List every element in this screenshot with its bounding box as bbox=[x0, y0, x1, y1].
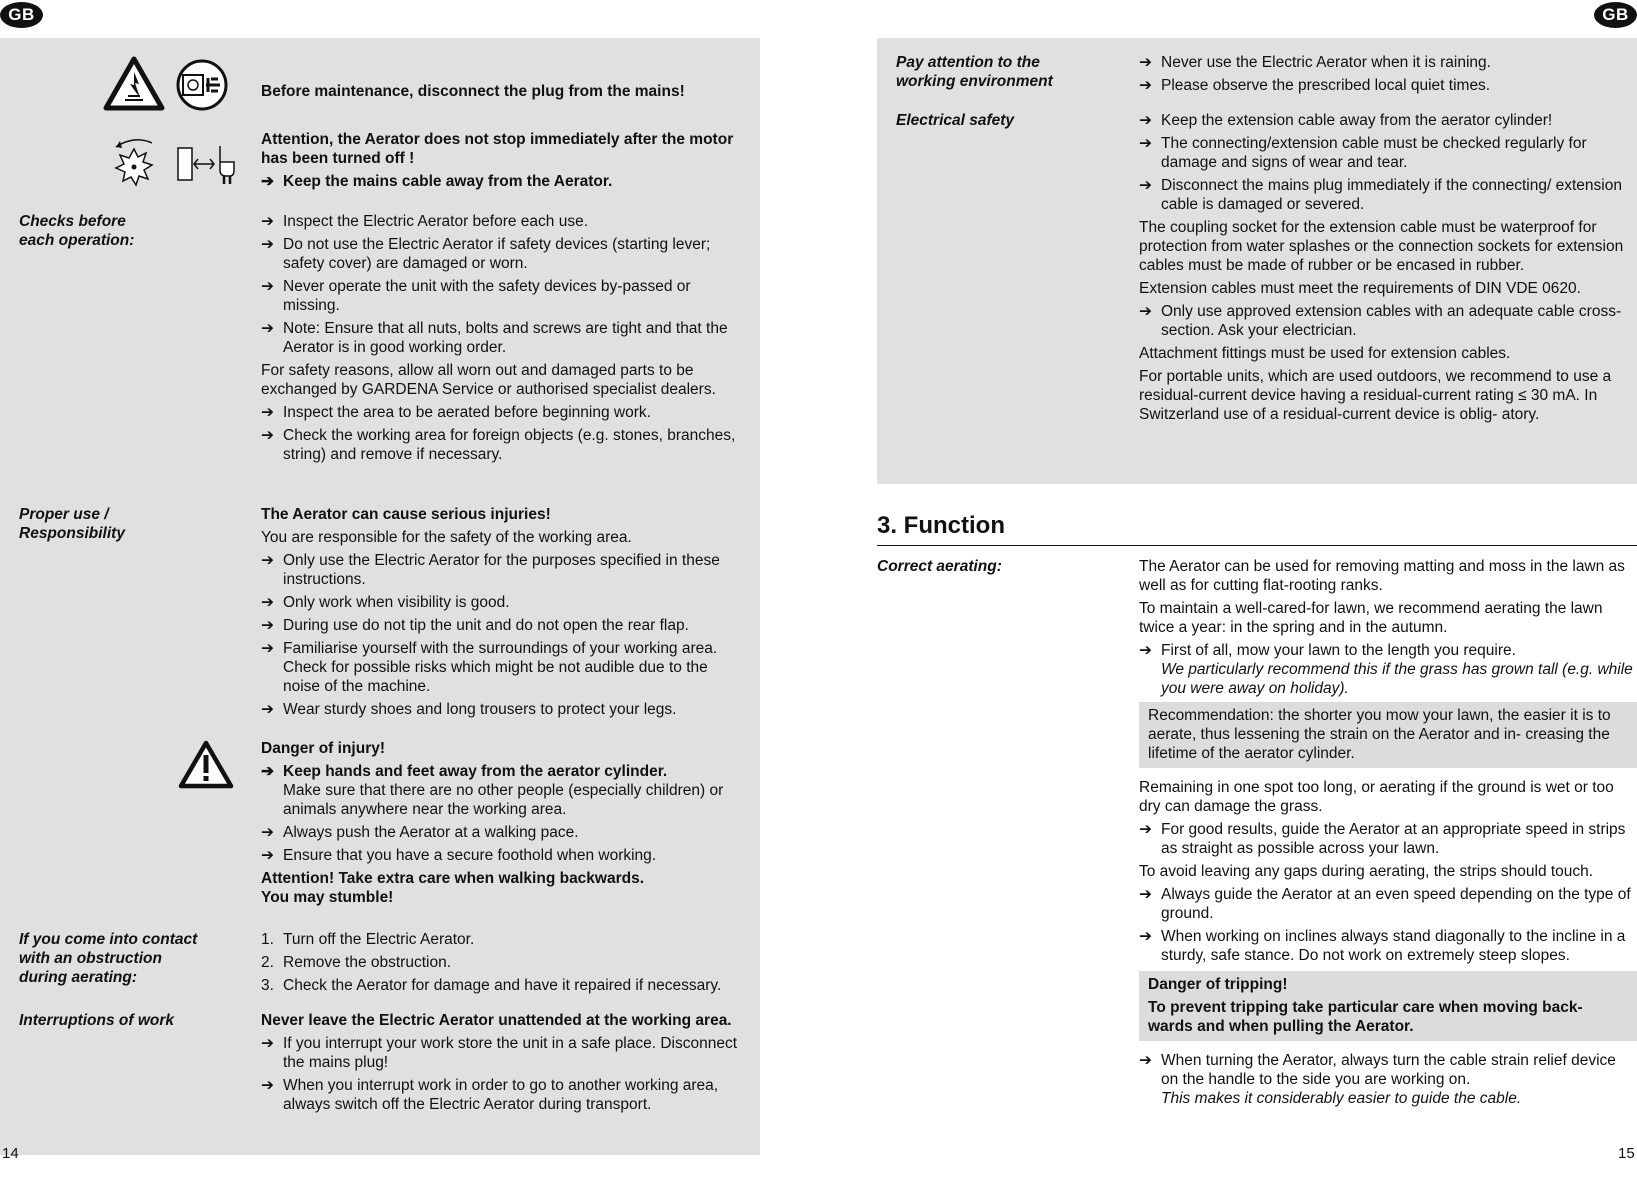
paragraph: To maintain a well-cared-for lawn, we recommend aerating the lawn twice a year: in the spring and in the autumn. bbox=[1139, 600, 1603, 636]
list-item: ➔ Keep hands and feet away from the aerator cylinder. Make sure that there are no other people (especially children) or animals anywhere near the working area. bbox=[261, 763, 724, 818]
paragraph: The Aerator can be used for removing matting and moss in the lawn as well as for cutting flat-rooting ranks. bbox=[1139, 558, 1625, 594]
recommendation-box: Recommendation: the shorter you mow your lawn, the easier it is to aerate, thus lessening the strain on the Aerator and in- creasing the lifetime of the aerator cylinder. bbox=[1139, 702, 1637, 768]
checks-section bbox=[261, 212, 741, 468]
paragraph: For portable units, which are used outdoors, we recommend to use a residual-current device having a residual-current rating ≤ 30 mA. In Switzerland use of a residual-current device is oblig- atory. bbox=[1139, 368, 1612, 423]
paragraph: Attachment fittings must be used for extension cables. bbox=[1139, 345, 1511, 362]
list-item: ➔ Only work when visibility is good. bbox=[261, 594, 510, 611]
language-badge-right: GB bbox=[1594, 2, 1637, 28]
list-item: ➔ Always push the Aerator at a walking pace. bbox=[261, 824, 579, 841]
motor-warning-text: Attention, the Aerator does not stop immediately after the motor has been turned off ! bbox=[261, 131, 734, 167]
attention-text: Attention! Take extra care when walking backwards. You may stumble! bbox=[261, 870, 645, 906]
electrical-safety-label: Electrical safety bbox=[896, 112, 1015, 129]
list-item: ➔ Keep the mains cable away from the Aerator. bbox=[261, 173, 613, 190]
function-section bbox=[1139, 557, 1637, 1112]
paragraph: For safety reasons, allow all worn out and damaged parts to be exchanged by GARDENA Service or authorised specialist dealers. bbox=[261, 362, 716, 398]
environment-label: Pay attention to the working environment bbox=[896, 54, 1053, 90]
environment-section bbox=[1139, 53, 1629, 99]
motor-warning-section bbox=[261, 130, 741, 195]
electrical-safety-section bbox=[1139, 111, 1631, 428]
section-heading: The Aerator can cause serious injuries! bbox=[261, 506, 551, 523]
danger-section bbox=[261, 739, 751, 907]
list-item: ➔ Familiarise yourself with the surroundings of your working area. Check for possible risks which might be not audible due to the noise of the machine. bbox=[261, 640, 718, 695]
list-item: ➔ Note: Ensure that all nuts, bolts and screws are tight and that the Aerator is in good working order. bbox=[261, 320, 728, 356]
interruptions-label: Interruptions of work bbox=[19, 1012, 174, 1029]
section-heading: Never leave the Electric Aerator unattended at the working area. bbox=[261, 1012, 732, 1029]
list-item: ➔ Please observe the prescribed local quiet times. bbox=[1139, 77, 1491, 94]
list-item: ➔ Keep the extension cable away from the aerator cylinder! bbox=[1139, 112, 1553, 129]
tripping-heading: Danger of tripping! bbox=[1148, 976, 1288, 993]
list-item: ➔ If you interrupt your work store the unit in a safe place. Disconnect the mains plug! bbox=[261, 1035, 738, 1071]
paragraph: Extension cables must meet the requirements of DIN VDE 0620. bbox=[1139, 280, 1581, 297]
tripping-warning-box bbox=[1139, 971, 1637, 1041]
proper-use-section bbox=[261, 505, 741, 723]
list-item: ➔ Do not use the Electric Aerator if safety devices (starting lever; safety cover) are damaged or worn. bbox=[261, 236, 711, 272]
list-item: 3. Check the Aerator for damage and have it repaired if necessary. bbox=[261, 977, 722, 994]
list-item: ➔ Ensure that you have a secure foothold when working. bbox=[261, 847, 657, 864]
list-item: ➔ During use do not tip the unit and do not open the rear flap. bbox=[261, 617, 689, 634]
section-divider bbox=[877, 545, 1637, 546]
danger-warning-icon bbox=[178, 740, 234, 790]
proper-use-label: Proper use / Responsibility bbox=[19, 506, 125, 542]
list-item: ➔ Only use the Electric Aerator for the purposes specified in these instructions. bbox=[261, 552, 720, 588]
list-item: ➔ When working on inclines always stand diagonally to the incline in a sturdy, safe stance. Do not work on extremely steep slopes. bbox=[1139, 928, 1626, 964]
arrow-right-icon: ➔ bbox=[261, 173, 274, 190]
page-number-left: 14 bbox=[2, 1145, 19, 1162]
section-heading: Danger of injury! bbox=[261, 740, 386, 757]
paragraph: Remaining in one spot too long, or aerating if the ground is wet or too dry can damage the grass. bbox=[1139, 779, 1614, 815]
paragraph: The coupling socket for the extension cable must be waterproof for protection from water splashes or the connection sockets for extension cables must be made of rubber or be encased in rubber. bbox=[1139, 219, 1624, 274]
list-item: ➔ The connecting/extension cable must be checked regularly for damage and signs of wear and tear. bbox=[1139, 135, 1587, 171]
contact-section bbox=[261, 930, 751, 999]
list-item: ➔ First of all, mow your lawn to the length you require. We particularly recommend this if the grass has grown tall (e.g. while you were away on holiday). bbox=[1139, 642, 1633, 697]
list-item: ➔ Disconnect the mains plug immediately if the connecting/ extension cable is damaged or severed. bbox=[1139, 177, 1622, 213]
list-item: 1. Turn off the Electric Aerator. bbox=[261, 931, 475, 948]
list-item: 2. Remove the obstruction. bbox=[261, 954, 452, 971]
list-item: ➔ Inspect the Electric Aerator before each use. bbox=[261, 213, 589, 230]
list-item: ➔ When turning the Aerator, always turn the cable strain relief device on the handle to the side you are working on. This makes it considerably easier to guide the cable. bbox=[1139, 1052, 1616, 1107]
rotating-blade-icon bbox=[108, 135, 160, 191]
paragraph: To avoid leaving any gaps during aerating, the strips should touch. bbox=[1139, 863, 1594, 880]
tripping-text: To prevent tripping take particular care when moving back- wards and when pulling the Aerator. bbox=[1148, 999, 1583, 1035]
list-item: ➔ Wear sturdy shoes and long trousers to protect your legs. bbox=[261, 701, 677, 718]
list-item: ➔ Check the working area for foreign objects (e.g. stones, branches, string) and remove if necessary. bbox=[261, 427, 736, 463]
list-item: ➔ Inspect the area to be aerated before beginning work. bbox=[261, 404, 651, 421]
list-item: ➔ Never operate the unit with the safety devices by-passed or missing. bbox=[261, 278, 691, 314]
list-item: ➔ Only use approved extension cables with an adequate cable cross-section. Ask your electrician. bbox=[1139, 303, 1622, 339]
cable-away-icon bbox=[176, 140, 236, 184]
checks-label: Checks before each operation: bbox=[19, 213, 135, 249]
language-badge-left: GB bbox=[0, 2, 43, 28]
unplug-icon bbox=[175, 58, 229, 112]
paragraph: You are responsible for the safety of the working area. bbox=[261, 529, 632, 546]
page-number-right: 15 bbox=[1618, 1145, 1635, 1162]
list-item: ➔ Always guide the Aerator at an even speed depending on the type of ground. bbox=[1139, 886, 1631, 922]
warning-cut-icon bbox=[103, 56, 165, 112]
list-item: ➔ When you interrupt work in order to go to another working area, always switch off the Electric Aerator during transport. bbox=[261, 1077, 719, 1113]
list-item: ➔ Never use the Electric Aerator when it is raining. bbox=[1139, 54, 1491, 71]
list-item: ➔ For good results, guide the Aerator at an appropriate speed in strips as straight as possible across your lawn. bbox=[1139, 821, 1626, 857]
maintenance-warning: Before maintenance, disconnect the plug from the mains! bbox=[261, 83, 685, 100]
interruptions-section bbox=[261, 1011, 741, 1118]
contact-label: If you come into contact with an obstruction during aerating: bbox=[19, 931, 198, 986]
correct-aerating-label: Correct aerating: bbox=[877, 558, 1002, 575]
section-title: 3. Function bbox=[877, 512, 1005, 539]
